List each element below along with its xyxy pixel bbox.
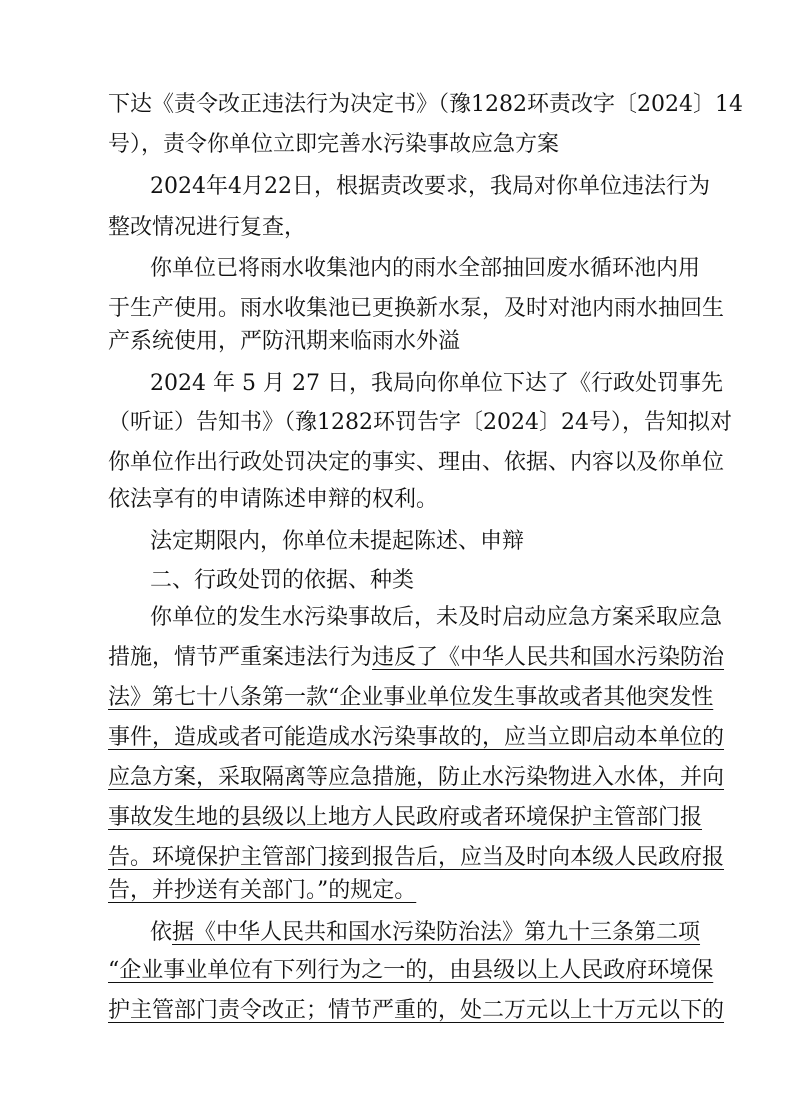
- text-line: 法定期限内，你单位未提起陈述、申辩: [150, 529, 525, 554]
- text-line: 事故发生地的县级以上地方人民政府或者环境保护主管部门报: [108, 805, 703, 830]
- text-line: 号），责令你单位立即完善水污染事故应急方案: [108, 132, 560, 157]
- text-line: 告。环境保护主管部门接到报告后，应当及时向本级人民政府报: [108, 845, 725, 870]
- text-line: （听证）告知书》（豫1282环罚告字〔2024〕24号），告知拟对: [108, 410, 732, 435]
- text-line: 2024 年 5 月 27 日，我局向你单位下达了《行政处罚事先: [150, 371, 723, 396]
- text-line: 2024年4月22日，根据责改要求，我局对你单位违法行为: [150, 174, 710, 199]
- text-line: 措施，情节严重案违法行为违反了《中华人民共和国水污染防治: [108, 645, 725, 670]
- text-line: 事件，造成或者可能造成水污染事故的，应当立即启动本单位的: [108, 725, 725, 750]
- text-line: 法》第七十八条第一款“企业事业单位发生事故或者其他突发性: [108, 685, 714, 710]
- text-line: 护主管部门责令改正；情节严重的，处二万元以上十万元以下的: [108, 998, 725, 1023]
- text-line: 你单位的发生水污染事故后，未及时启动应急方案采取应急: [150, 605, 723, 630]
- text-line: 依据《中华人民共和国水污染防治法》第九十三条第二项: [150, 920, 701, 945]
- text-line: 产系统使用，严防汛期来临雨水外溢: [108, 329, 461, 354]
- text-line: 应急方案，采取隔离等应急措施，防止水污染物进入水体，并向: [108, 765, 725, 790]
- section-heading: 二、行政处罚的依据、种类: [150, 568, 415, 593]
- text-line: “企业事业单位有下列行为之一的，由县级以上人民政府环境保: [108, 958, 714, 983]
- text-line: 依法享有的申请陈述申辩的权利。: [108, 487, 439, 512]
- text-line: 整改情况进行复查，: [108, 215, 307, 240]
- text-line: 于生产使用。雨水收集池已更换新水泵，及时对池内雨水抽回生: [108, 296, 725, 321]
- text-line: 你单位已将雨水收集池内的雨水全部抽回废水循环池内用: [150, 256, 701, 281]
- text-line: 告，并抄送有关部门。”的规定。: [108, 878, 417, 903]
- text-line: 你单位作出行政处罚决定的事实、理由、依据、内容以及你单位: [108, 450, 725, 475]
- text-line: 下达《责令改正违法行为决定书》（豫1282环责改字〔2024〕14: [108, 92, 743, 117]
